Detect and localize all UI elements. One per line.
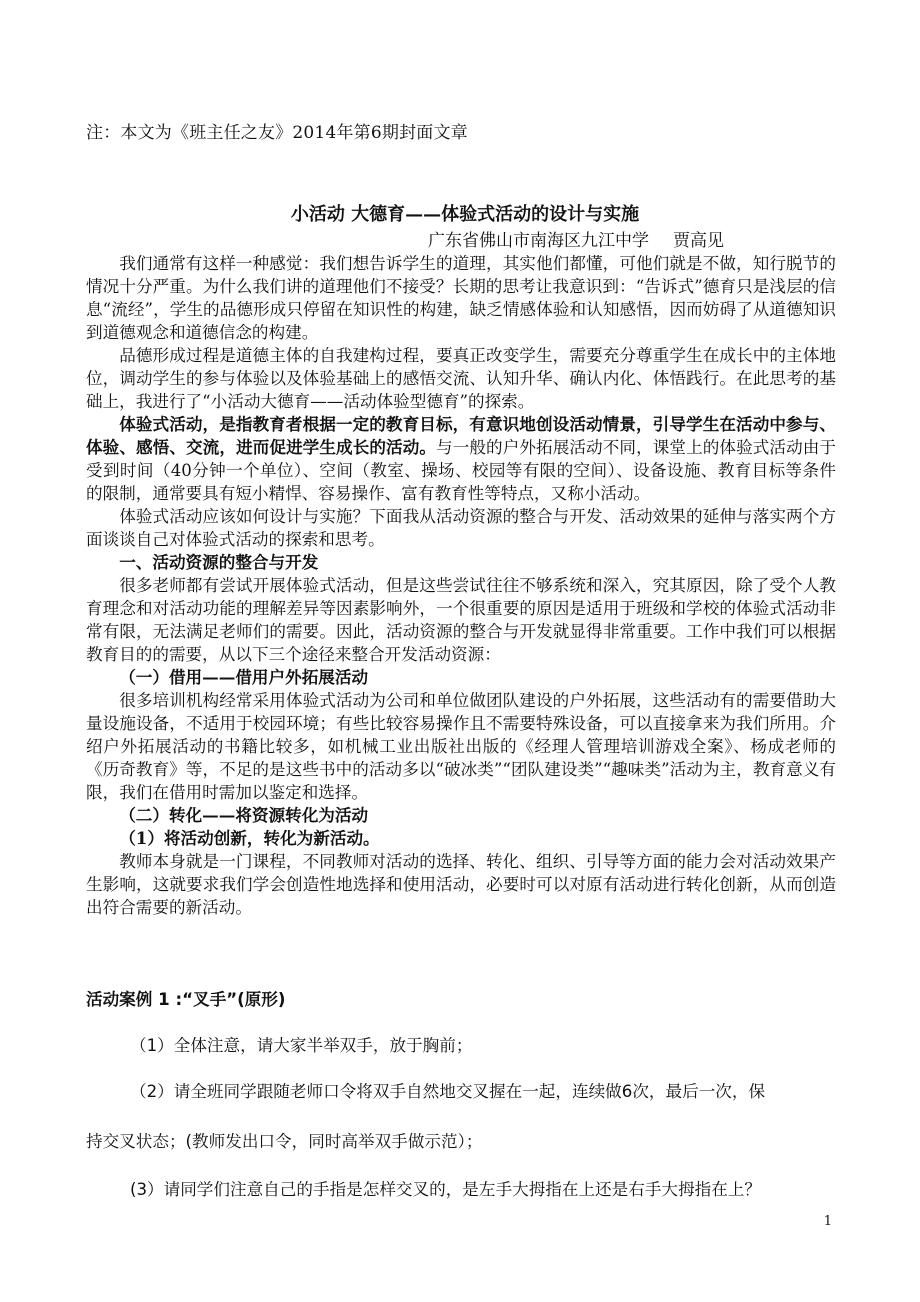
paragraph: 很多培训机构经常采用体验式活动为公司和单位做团队建设的户外拓展，这些活动有的需要借助大量设施设备，不适用于校园环境；有些比较容易操作且不需要特殊设备，可以直接拿来为我们所用。介绍户外拓展活动的书籍比较多，如机械工业出版社出版的《经理人管理培训游戏全案》、杨成老师的《历奇教育》等，不足的是这些书中的活动多以“破冰类”“团队建设类”“趣味类”活动为主，教育意义有限，我们在借用时需加以鉴定和选择。 — [86, 691, 836, 802]
case-step-text: （1）全体注意，请大家半举双手，放于胸前； — [130, 1036, 473, 1055]
subsection-heading: （1）将活动创新，转化为新活动。 — [119, 828, 380, 848]
paragraph: 很多老师都有尝试开展体验式活动，但是这些尝试往往不够系统和深入，究其原因，除了受个人教育理念和对活动功能的理解差异等因素影响外，一个很重要的原因是适用于班级和学校的体验式活动非常有限，无法满足老师们的需要。因此，活动资源的整合与开发就显得非常重要。工作中我们可以根据教育目的的需要，从以下三个途径来整合开发活动资源： — [86, 576, 836, 664]
paragraph-text: 与一般的户外拓展活动不同，课堂上的体验式活动由于受到时间（40分钟一个单位）、空间（教室、操场、校园等有限的空间）、设备设施、教育目标等条件的限制，通常要具有短小精悍、容易操作、富有教育性等特点，又称小活动。 — [86, 438, 837, 503]
paragraph: 体验式活动应该如何设计与实施？下面我从活动资源的整合与开发、活动效果的延伸与落实两个方面谈谈自己对体验式活动的探索和思考。 — [86, 507, 836, 549]
case-step-text: （2）请全班同学跟随老师口令将双手自然地交叉握在一起，连续做6次，最后一次，保 — [130, 1082, 766, 1101]
article-body — [86, 252, 836, 919]
paragraph — [86, 413, 836, 505]
author-school: 广东省佛山市南海区九江中学 — [428, 231, 649, 251]
case-heading — [86, 986, 836, 1010]
definition-bold-text: 体验式活动，是指教育者根据一定的教育目标，有意识地创设活动情景，引导学生在活动中参与、体验、感悟、交流，进而促进学生成长的活动。 — [86, 414, 836, 457]
author-name: 贾高见 — [673, 231, 724, 251]
section-heading: 一、活动资源的整合与开发 — [119, 552, 319, 572]
case-step-text: (3）请同学们注意自己的手指是怎样交叉的，是左手大拇指在上还是右手大拇指在上？ — [130, 1180, 761, 1199]
subsection-heading: （二）转化——将资源转化为活动 — [119, 805, 369, 825]
case-step-continued — [86, 1128, 836, 1152]
case-heading-text: 活动案例 1 :“叉手”(原形) — [86, 990, 286, 1009]
paragraph: 品德形成过程是道德主体的自我建构过程，要真正改变学生，需要充分尊重学生在成长中的主体地位，调动学生的参与体验以及体验基础上的感悟交流、认知升华、确认内化、体悟践行。在此思考的基础上，我进行了“小活动大德育——活动体验型德育”的探索。 — [86, 346, 836, 411]
paragraph: 教师本身就是一门课程，不同教师对活动的选择、转化、组织、引导等方面的能力会对活动效果产生影响，这就要求我们学会创造性地选择和使用活动，必要时可以对原有活动进行转化创新，从而创造出符合需要的新活动。 — [86, 852, 836, 917]
cover-note: 注：本文为《班主任之友》2014年第6期封面文章 — [86, 123, 468, 143]
byline — [0, 226, 920, 251]
case-step — [130, 1176, 840, 1200]
paragraph: 我们通常有这样一种感觉：我们想告诉学生的道理，其实他们都懂，可他们就是不做，知行脱节的情况十分严重。为什么我们讲的道理他们不接受？长期的思考让我意识到：“告诉式”德育只是浅层的信息“流经”，学生的品德形成只停留在知识性的构建，缺乏情感体验和认知感悟，因而妨碍了从道德知识到道德观念和道德信念的构建。 — [86, 254, 836, 342]
case-step — [130, 1032, 880, 1056]
page-number: 1 — [823, 1214, 832, 1229]
case-step — [130, 1078, 840, 1102]
article-title: 小活动 大德育——体验式活动的设计与实施 — [290, 204, 640, 225]
case-step-text: 持交叉状态；(教师发出口令，同时高举双手做示范）； — [86, 1132, 483, 1151]
subsection-heading: （一）借用——借用户外拓展活动 — [119, 667, 369, 687]
